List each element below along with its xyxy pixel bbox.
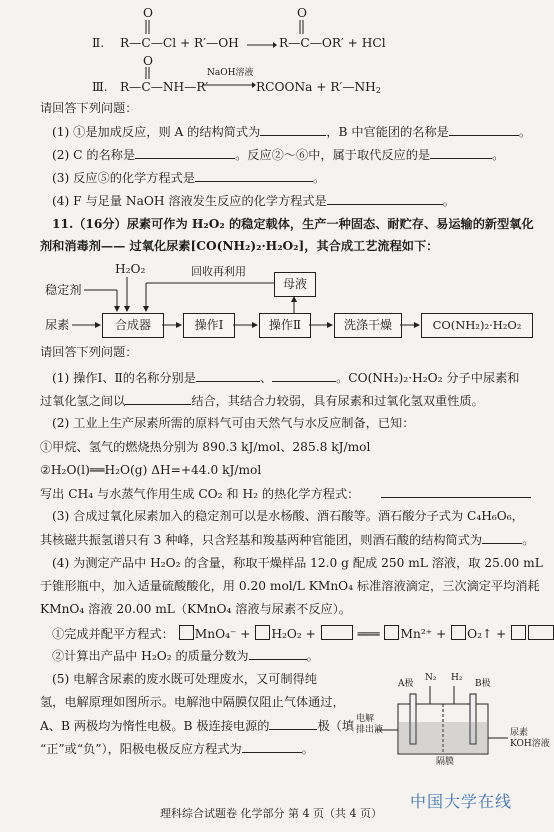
flow-operation-2-box: 操作Ⅱ [259, 313, 311, 338]
flow-operation-1-box: 操作Ⅰ [183, 313, 235, 338]
cell-outlet-label-1: 电解 [356, 714, 375, 724]
coefficient-box[interactable] [179, 625, 194, 640]
reaction-iii-numeral: Ⅲ. [92, 80, 108, 94]
q11-part-2-line-3: ②H₂O(l)══H₂O(g) ΔH=+44.0 kJ/mol [40, 463, 262, 477]
coefficient-box[interactable] [511, 625, 526, 640]
q11-line-2: 剂和消毒剂—— 过氧化尿素[CO(NH₂)₂·H₂O₂]，其合成工艺流程如下： [40, 239, 439, 253]
q10-item-3: (3) 反应⑤的化学方程式是 。 [52, 171, 326, 185]
q10-item-1: (1) ①是加成反应，则 A 的结构简式为 ，B 中官能团的名称是 。 [52, 125, 532, 139]
q11-intro: 请回答下列问题： [40, 345, 138, 359]
q10-intro: 请回答下列问题： [40, 101, 138, 115]
cell-urea-label-1: 尿素 [510, 728, 529, 738]
q11-part-4-line-2: 于锥形瓶中，加入适量硫酸酸化，用 0.20 mol/L KMnO₄ 标准溶液滴定，三次滴定平均消耗 [40, 579, 540, 593]
reaction-ii-o-right: O [297, 6, 307, 20]
q10-item-4: (4) F 与足量 NaOH 溶液发生反应的化学方程式是 。 [52, 194, 455, 208]
q11-part-3-line-2: 其核磁共振氢谱只有 3 种峰，只含羟基和羧基两种官能团，则酒石酸的结构简式为 。 [40, 533, 535, 547]
flow-recycle-label: 回收再利用 [191, 265, 246, 278]
cell-n2-label: N₂ [425, 673, 437, 683]
cell-b-pole-label: B极 [475, 679, 491, 689]
q11-line-1: 11.（16分）尿素可作为 H₂O₂ 的稳定载体，生产一种固态、耐贮存、易运输的新型氧化 [52, 217, 534, 231]
cell-urea-label-2: KOH溶液 [510, 739, 550, 749]
q11-part-5-line-1: (5) 电解含尿素的废水既可处理废水，又可制得纯 [52, 672, 317, 686]
flow-arrows [0, 0, 554, 350]
q11-part-5-line-3: A、B 两极均为惰性电极。B 极连接电源的 极（填 [40, 719, 355, 733]
flow-urea-label: 尿素 [45, 318, 70, 332]
coefficient-box[interactable] [528, 625, 554, 640]
q11-part-2-line-4: 写出 CH₄ 与水蒸气作用生成 CO₂ 和 H₂ 的热化学方程式： [40, 486, 531, 502]
q11-part-4-line-1: (4) 为测定产品中 H₂O₂ 的含量，称取干燥样品 12.0 g 配成 250 mL 溶液，取 25.00 mL [52, 556, 543, 570]
q11-part-4-line-3: KMnO₄ 溶液 20.00 mL（KMnO₄ 溶液与尿素不反应）。 [40, 602, 351, 616]
coefficient-box[interactable] [384, 625, 399, 640]
q11-part-4-mass-fraction: ②计算出产品中 H₂O₂ 的质量分数为 。 [52, 649, 319, 663]
flow-wash-dry-box: 洗涤干燥 [334, 313, 402, 338]
cell-a-pole-label: A极 [398, 679, 414, 689]
q11-part-2-line-1: (2) 工业上生产尿素所需的原料气可由天然气与水反应制备，已知： [52, 416, 415, 430]
q11-part-5-line-2: 氢，电解原理如图所示。电解池中隔膜仅阻止气体通过， [40, 695, 345, 709]
flow-product-box: CO(NH₂)₂·H₂O₂ [421, 313, 533, 338]
reaction-ii-left: R—C—Cl + R′—OH [120, 36, 239, 50]
q11-part-2-line-2: ①甲烷、氢气的燃烧热分别为 890.3 kJ/mol、285.8 kJ/mol [40, 440, 371, 454]
q11-part-4-equation: ①完成并配平方程式： MnO₄⁻ + H₂O₂ + ═══ Mn²⁺ + O₂↑ + [52, 625, 554, 642]
flow-h2o2-label: H₂O₂ [115, 262, 146, 276]
flow-mother-liquor-box: 母液 [274, 272, 316, 297]
watermark: 中国大学在线 [410, 792, 513, 811]
cell-membrane-label: 隔膜 [436, 757, 455, 767]
flow-reactor-box: 合成器 [102, 313, 164, 338]
coefficient-box[interactable] [321, 625, 353, 640]
q11-part-1-line-2: 过氧化氢之间以 结合，其结合力较弱，具有尿素和过氧化氢双重性质。 [40, 394, 484, 408]
flow-stabilizer-label: 稳定剂 [45, 283, 82, 297]
reaction-ii-o-left: O [143, 6, 153, 20]
coefficient-box[interactable] [255, 625, 270, 640]
reaction-iii-condition: NaOH溶液 [207, 68, 254, 78]
cell-outlet-label-2: 排出液 [356, 725, 384, 735]
reaction-ii-right: R—C—OR′ + HCl [279, 36, 386, 50]
reaction-ii-numeral: Ⅱ. [92, 36, 105, 50]
coefficient-box[interactable] [451, 625, 466, 640]
page-footer: 理科综合试题卷 化学部分 第 4 页（共 4 页） [160, 807, 382, 820]
cell-h2-label: H₂ [451, 673, 463, 683]
reaction-iii-o: O [143, 54, 153, 68]
q11-part-5-line-4: “正”或“负”），阳极电极反应方程式为 。 [40, 742, 314, 756]
q10-item-2: (2) C 的名称是 。反应②～⑥中，属于取代反应的是 。 [52, 148, 505, 162]
q11-part-1-line-1: (1) 操作Ⅰ、Ⅱ的名称分别是 、 。CO(NH₂)₂·H₂O₂ 分子中尿素和 [52, 371, 520, 385]
q11-part-3-line-1: (3) 合成过氧化尿素加入的稳定剂可以是水杨酸、酒石酸等。酒石酸分子式为 C₄H₆O₆， [52, 509, 524, 523]
reaction-iii-left: R—C—NH—R′ [120, 80, 209, 94]
reaction-iii-right: RCOONa + $R'—NH_2$ [256, 80, 381, 95]
